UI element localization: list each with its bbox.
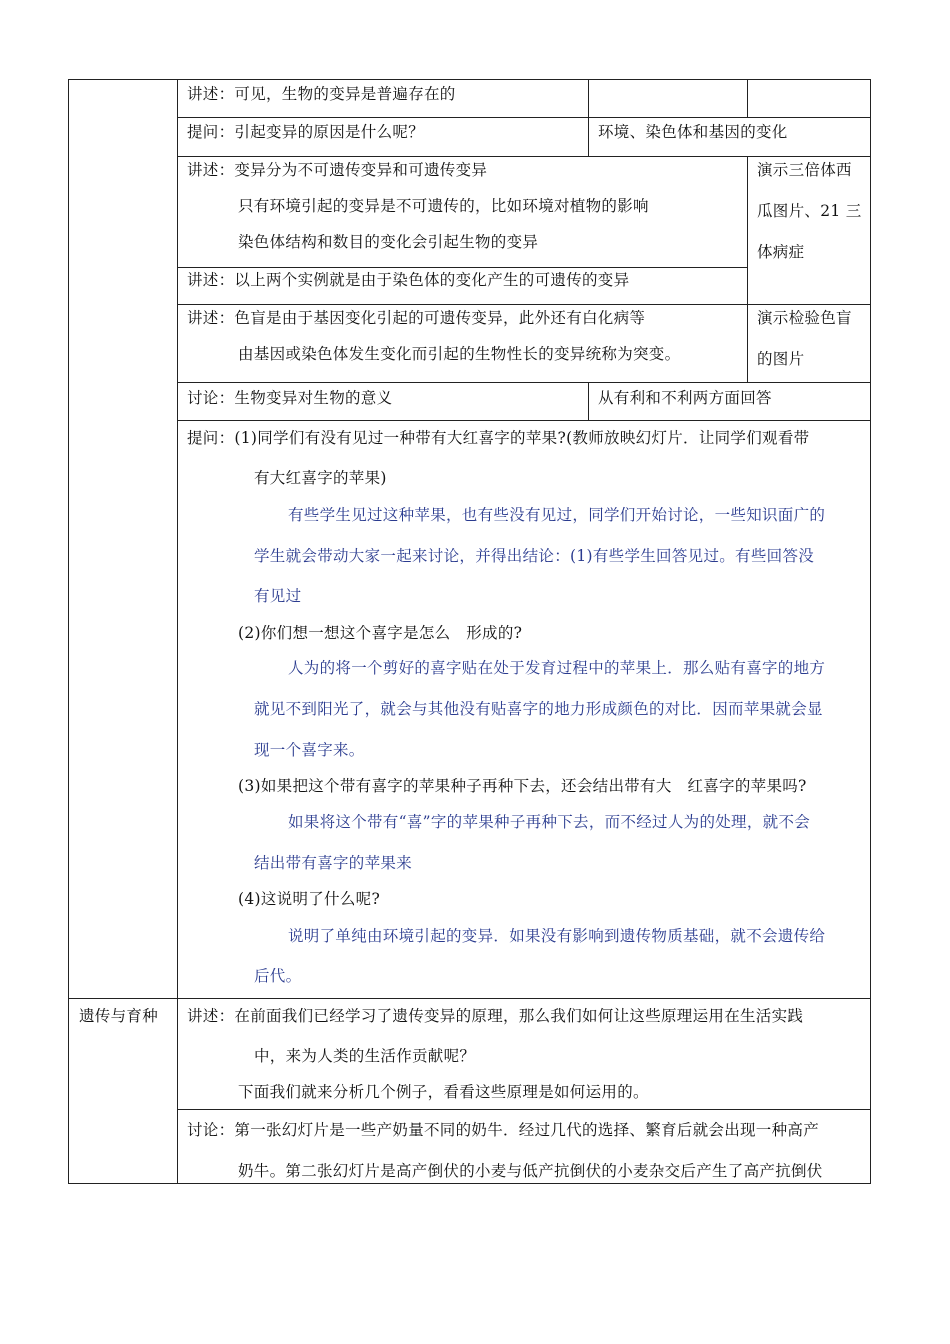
discussion-text: 讨论：第一张幻灯片是一些产奶量不同的奶牛．经过几代的选择、繁育后就会出现一种高产 xyxy=(187,1121,820,1139)
student-answer: 说明了单纯由环境引起的变异．如果没有影响到遗传物质基础，就不会遗传给 xyxy=(288,927,826,945)
table-border xyxy=(870,79,871,1184)
question-text: 提问：引起变异的原因是什么呢？ xyxy=(187,123,425,141)
narration-text: 由基因或染色体发生变化而引起的生物性长的变异统称为突变。 xyxy=(238,345,681,363)
narration-text: 讲述：色盲是由于基因变化引起的可遗传变异，此外还有白化病等 xyxy=(187,309,646,327)
student-answer: 后代。 xyxy=(254,967,302,985)
row-divider xyxy=(177,156,871,157)
student-answer: 有见过 xyxy=(254,587,302,605)
column-divider xyxy=(588,382,589,420)
narration-text: 染色体结构和数目的变化会引起生物的变异 xyxy=(238,233,539,251)
demo-note: 的图片 xyxy=(757,350,805,368)
table-border xyxy=(68,1183,871,1184)
answer-text: 环境、染色体和基因的变化 xyxy=(598,123,788,141)
column-divider xyxy=(747,79,748,117)
table-border xyxy=(68,79,871,80)
discussion-text: 奶牛。第二张幻灯片是高产倒伏的小麦与低产抗倒伏的小麦杂交后产生了高产抗倒伏 xyxy=(238,1162,823,1180)
row-divider xyxy=(177,420,871,421)
question-text: 提问：(1)同学们有没有见过一种带有大红喜字的苹果?(教师放映幻灯片．让同学们观看带 xyxy=(187,429,810,447)
column-divider xyxy=(747,156,748,304)
student-answer: 有些学生见过这种苹果，也有些没有见过，同学们开始讨论，一些知识面广的 xyxy=(288,506,826,524)
narration-text: 讲述：可见，生物的变异是普遍存在的 xyxy=(187,85,456,103)
student-answer: 现一个喜字来。 xyxy=(254,741,365,759)
student-answer: 如果将这个带有“喜”字的苹果种子再种下去，而不经过人为的处理，就不会 xyxy=(288,813,811,831)
student-answer: 学生就会带动大家一起来讨论，并得出结论：(1)有些学生回答见过。有些回答没 xyxy=(254,547,815,565)
demo-note: 瓜图片、21 三 xyxy=(757,202,862,220)
row-divider xyxy=(177,117,871,118)
question-text: (3)如果把这个带有喜字的苹果种子再种下去，还会结出带有大 红喜字的苹果吗? xyxy=(238,777,807,795)
narration-text: 只有环境引起的变异是不可遗传的，比如环境对植物的影响 xyxy=(238,197,649,215)
row-divider xyxy=(68,998,871,999)
question-text: 有大红喜字的苹果) xyxy=(254,469,387,487)
demo-note: 演示检验色盲 xyxy=(757,309,852,327)
narration-text: 中，来为人类的生活作贡献呢？ xyxy=(254,1047,476,1065)
question-text: (2)你们想一想这个喜字是怎么 形成的? xyxy=(238,624,523,642)
row-divider xyxy=(177,304,871,305)
discussion-text: 讨论：生物变异对生物的意义 xyxy=(187,389,393,407)
row-divider xyxy=(177,267,747,268)
narration-text: 讲述：以上两个实例就是由于染色体的变化产生的可遗传的变异 xyxy=(187,271,630,289)
row-divider xyxy=(177,382,871,383)
student-answer: 就见不到阳光了，就会与其他没有贴喜字的地力形成颜色的对比．因而苹果就会显 xyxy=(254,700,823,718)
demo-note: 体病症 xyxy=(757,243,805,261)
narration-text: 讲述：在前面我们已经学习了遗传变异的原理，那么我们如何让这些原理运用在生活实践 xyxy=(187,1007,804,1025)
table-border xyxy=(68,79,69,1184)
narration-text: 讲述：变异分为不可遗传变异和可遗传变异 xyxy=(187,161,488,179)
narration-text: 下面我们就来分析几个例子，看看这些原理是如何运用的。 xyxy=(238,1083,649,1101)
demo-note: 演示三倍体西 xyxy=(757,161,852,179)
student-answer: 人为的将一个剪好的喜字贴在处于发育过程中的苹果上．那么贴有喜字的地方 xyxy=(288,659,826,677)
column-divider xyxy=(588,79,589,156)
column-divider xyxy=(747,304,748,382)
row-divider xyxy=(177,1109,871,1110)
question-text: (4)这说明了什么呢? xyxy=(238,890,381,908)
student-answer: 结出带有喜字的苹果来 xyxy=(254,854,413,872)
column-divider xyxy=(177,79,178,1184)
answer-text: 从有利和不利两方面回答 xyxy=(598,389,772,407)
section-label: 遗传与育种 xyxy=(79,1007,159,1025)
